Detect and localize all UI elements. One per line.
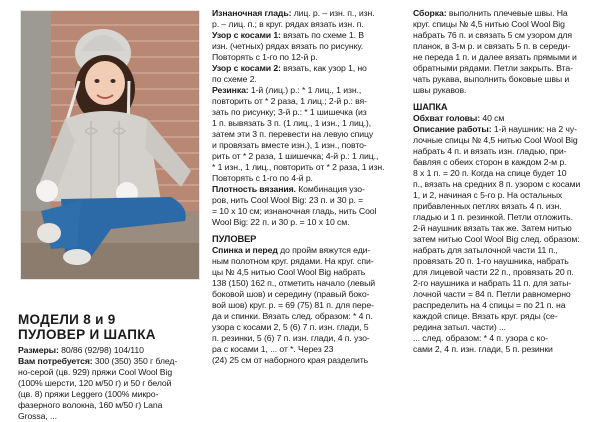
model-subtitle: ПУЛОВЕР И ШАПКА (18, 327, 156, 342)
text-line (212, 8, 404, 19)
text-line (413, 245, 597, 256)
text-line (413, 234, 597, 245)
run-in-heading: Описание работы: (413, 124, 492, 134)
section-heading: ПУЛОВЕР (212, 234, 257, 244)
text-line (212, 41, 404, 52)
line-text: лиц. р. – изн. п., изн. (291, 8, 375, 18)
run-in-heading: Узор с косами 2: (212, 63, 281, 73)
line-text: редина затыл. части) ... (413, 322, 506, 332)
line-text: по схеме 2. (212, 74, 257, 84)
line-text: вой шов) круг. р. = 69 (75) 81 п. для пере- (212, 300, 374, 310)
line-text: вязать по схеме 1. В (280, 30, 364, 40)
line-text: ра с косами 1, ... от *. Через 23 (212, 344, 334, 354)
text-line (212, 96, 404, 107)
text-line (212, 355, 404, 366)
text-line (212, 289, 404, 300)
line-text: набрать 76 п. и связать 5 см узором для (413, 30, 573, 40)
text-line (212, 63, 404, 74)
text-line (212, 333, 404, 344)
line-text: сами 2, 4 п. изн. глади, 5 п. резинки (413, 344, 553, 354)
line-text: планок, в 3-м р. и связать 5 п. в середи- (413, 41, 571, 51)
text-line (413, 52, 597, 63)
text-line (413, 146, 597, 157)
line-text: для лицевой части 22 п., провязать 20 п. (413, 267, 574, 277)
line-text: да и спинки. Вязать след. образом: * 4 п. (212, 311, 373, 321)
line-text: не переда 1 п. и далее вязать прямыми и (413, 52, 577, 62)
text-line (413, 278, 597, 289)
run-in-heading: Резинка: (212, 85, 249, 95)
line-text: р. – лиц. п.; в круг. рядах вязать изн. п. (212, 19, 364, 29)
text-line (212, 256, 404, 267)
line-text: лочной части = 84 п. Петли равномерно (413, 289, 571, 299)
text-line (212, 162, 404, 173)
text-line (212, 206, 404, 217)
text-line (413, 256, 597, 267)
line-text: 2-го наушника и набрать 11 п. для заты- (413, 278, 572, 288)
text-line (413, 124, 597, 135)
text-line (413, 344, 597, 355)
line-text: п., вязать на средних 8 п. узором с косами (413, 179, 581, 189)
line-text: п. резинки, 5 (6) 7 п. изн. глади, 4 п. узо- (212, 333, 370, 343)
text-line (413, 85, 597, 96)
line-text: до пройм вяжутся еди- (277, 245, 371, 255)
line-text: цы № 4,5 нитью Cool Wool Big набрать (212, 267, 366, 277)
text-line (413, 74, 597, 85)
line-text: затем эти 3 п. перевести на левую спицу (212, 129, 374, 139)
line-text: 1-й (лиц.) р.: * 1 лиц., 1 изн., (248, 85, 362, 95)
text-line (413, 113, 597, 124)
text-line: фазерного волокна, 160 м/50 г) Lana (18, 400, 163, 410)
line-text: ров, нить Cool Wool Big: 23 п. и 30 р. = (212, 195, 364, 205)
column-2 (212, 8, 404, 366)
run-in-heading: Сборка: (413, 8, 447, 18)
line-text: обратными рядами. Петли закрыть. Вта- (413, 63, 573, 73)
text-line (413, 311, 597, 322)
text-line (413, 322, 597, 333)
line-text: боковой шов) и середину (правый боко- (212, 289, 370, 299)
text-line (212, 344, 404, 355)
text-line (413, 168, 597, 179)
photo-illustration (21, 11, 199, 279)
text-line (413, 300, 597, 311)
text-line (413, 289, 597, 300)
text-line (413, 157, 597, 168)
line-text: ... след. образом: * 4 п. узора с ко- (413, 333, 548, 343)
line-text: 40 см (480, 113, 505, 123)
text-line (413, 267, 597, 278)
line-text: круг. спицы № 4,5 нитью Cool Wool Big (413, 19, 565, 29)
line-text: бавляя с обеих сторон в каждом 2-м р. (413, 157, 567, 167)
text-line: но-серой (цв. 929) пряжи Cool Wool Big (18, 367, 173, 377)
line-text: узора с косами 2, 5 (6) 7 п. изн. глади, 5 (212, 322, 369, 332)
text-line (212, 322, 404, 333)
column-1 (18, 312, 204, 422)
text-line (212, 74, 404, 85)
line-text: 138 (150) 162 п., отметить начало (левый (212, 278, 376, 288)
line-text: швы рукавов. (413, 85, 467, 95)
text-line (212, 217, 404, 228)
text-line (212, 30, 404, 41)
text-line (212, 300, 404, 311)
line-text: 2-й наушник вязать так же. Затем нитью (413, 223, 572, 233)
line-text: каждой спице. Вязать круг. ряды (се- (413, 311, 558, 321)
text-line (413, 8, 597, 19)
text-line (413, 135, 597, 146)
run-in-heading: Узор с косами 1: (212, 30, 281, 40)
line-text: провязать 20 п. 1-го наушника, набрать (413, 256, 569, 266)
text-line (212, 129, 404, 140)
line-text: вязать, как узор 1, но (280, 63, 367, 73)
text-line (413, 41, 597, 52)
line-text: 1, и 2, начиная с 5-го р. На остальных (413, 190, 563, 200)
line-text: Wool Big: 22 п. и 30 р. = 10 х 10 см. (212, 217, 350, 227)
line-text: распределить на 4 спицы = по 21 п. на (413, 300, 566, 310)
line-text: (24) 25 см от наборного края разделить (212, 355, 369, 365)
text-line (212, 140, 404, 151)
text-line (413, 63, 597, 74)
text-line (212, 195, 404, 206)
column-3 (413, 8, 597, 355)
line-text: Повторять с 1-го по 12-й р. (212, 52, 318, 62)
line-text: прибавленных петлях вязать 4 п. изн. (413, 201, 562, 211)
sizes-line: Размеры: 80/86 (92/98) 104/110 (18, 345, 144, 355)
run-in-heading: Спинка и перед (212, 245, 278, 255)
line-text: = 10 х 10 см; изнаночная гладь, нить Cool (212, 206, 377, 216)
line-text: чать рукава, выполнить боковые швы и (413, 74, 570, 84)
text-line (413, 223, 597, 234)
text-line (413, 179, 597, 190)
text-line (212, 245, 404, 256)
line-text: набрать для затылочной части 11 п., (413, 245, 558, 255)
line-text: Комбинация узо- (295, 184, 365, 194)
text-line: Grossa, ... (18, 411, 57, 421)
line-text: ным полотном круг. рядами. На круг. спи- (212, 256, 374, 266)
run-in-heading: Обхват головы: (413, 113, 481, 123)
line-text: рить от * 2 раза, 1 шишечка; 4-й р.: 1 лиц., (212, 151, 379, 161)
run-in-heading: Изнаночная гладь: (212, 8, 292, 18)
line-text: зать по рисунку; 3-й р.: * 1 шишечка (из (212, 107, 367, 117)
line-text: затем нитью Cool Wool Big след. образом: (413, 234, 580, 244)
text-line (212, 85, 404, 96)
text-line (212, 19, 404, 30)
line-text: повторить от * 2 раза, 1 лиц.; 2-й р.: вя- (212, 96, 367, 106)
text-line (212, 184, 404, 195)
text-line: (цв. 8) пряжи Leggero (100% микро- (18, 389, 159, 399)
line-text: Повторять с 1-го по 4-й р. (212, 173, 313, 183)
line-text: 8 х 1 п. = 20 п. Когда на спице будет 10 (413, 168, 567, 178)
line-text: гладью и 1 п. резинкой. Петли отложить. (413, 212, 573, 222)
text-line (413, 190, 597, 201)
text-line: (100% шерсти, 120 м/50 г) и 50 г белой (18, 378, 172, 388)
text-line (212, 118, 404, 129)
line-text: выполнить плечевые швы. На (446, 8, 568, 18)
text-line (212, 151, 404, 162)
text-line (413, 201, 597, 212)
text-line (413, 30, 597, 41)
text-line (413, 333, 597, 344)
line-text: набрать 4 п. и вязать изн. гладью, при- (413, 146, 567, 156)
line-text: * 1 изн., 1 лиц., повторить от * 2 раза, 1 изн. (212, 162, 385, 172)
text-line (212, 311, 404, 322)
text-line (212, 173, 404, 184)
line-text: 1-й наушник: на 2 чу- (491, 124, 577, 134)
line-text: изн. (четных) рядах вязать по рисунку. (212, 41, 364, 51)
text-line (212, 107, 404, 118)
line-text: и провязать вместе изн.), 1 изн., повто- (212, 140, 367, 150)
line-text: лочные спицы № 4,5 нитью Cool Wool Big (413, 135, 578, 145)
text-line (413, 19, 597, 30)
line-text: 1 п. вывязать 3 п. (1 лиц., 1 изн., 1 лиц.), (212, 118, 372, 128)
materials-line: Вам потребуется: 300 (350) 350 г блед- (18, 356, 178, 366)
run-in-heading: Плотность вязания. (212, 184, 296, 194)
text-line (212, 278, 404, 289)
text-line (212, 52, 404, 63)
text-line (413, 212, 597, 223)
section-heading: ШАПКА (413, 102, 448, 112)
model-title: МОДЕЛИ 8 и 9 (18, 312, 116, 327)
text-line (212, 267, 404, 278)
girl-photo (20, 10, 200, 280)
